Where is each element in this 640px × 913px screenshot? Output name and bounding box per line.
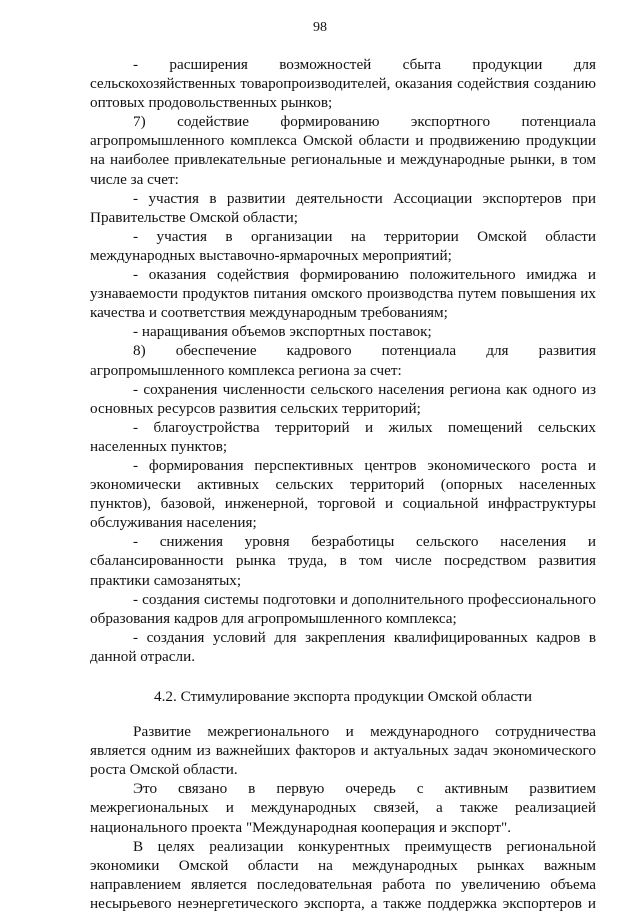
paragraph: - оказания содействия формированию положительного имиджа и узнаваемости продуктов питания омского производства путем повышения их качества и соответствия международным требованиям; [90, 266, 596, 322]
paragraph: - наращивания объемов экспортных поставок; [133, 323, 432, 341]
paragraph: - участия в организации на территории Омской области международных выставочно-ярмарочных мероприятий; [90, 227, 596, 264]
paragraph: - создания условий для закрепления квалифицированных кадров в данной отрасли. [90, 628, 596, 665]
paragraph: - формирования перспективных центров экономического роста и экономически активных сельских территорий (опорных населенных пунктов), базовой, инженерной, торговой и социальной инфраструктуры обслуживания населения; [90, 456, 596, 532]
document-body [90, 55, 596, 913]
section-heading: 4.2. Стимулирование экспорта продукции Омской области [154, 688, 532, 705]
paragraph: Развитие межрегионального и международного сотрудничества является одним из важнейших факторов и актуальных задач экономического роста Омской области. [90, 723, 596, 779]
paragraph: - снижения уровня безработицы сельского населения и сбалансированности рынка труда, в том числе посредством развития практики самозанятых; [90, 533, 596, 589]
paragraph: 8) обеспечение кадрового потенциала для развития агропромышленного комплекса региона за счет: [90, 342, 596, 379]
paragraph: - участия в развитии деятельности Ассоциации экспортеров при Правительстве Омской области; [90, 189, 596, 226]
paragraph: 7) содействие формированию экспортного потенциала агропромышленного комплекса Омской области и продвижению продукции на наиболее привлекательные региональные и международные рынки, в том числе за счет: [90, 113, 596, 188]
paragraph: - расширения возможностей сбыта продукции для сельскохозяйственных товаропроизводителей, оказания содействия созданию оптовых продовольственных рынков; [90, 56, 596, 112]
paragraph: - благоустройства территорий и жилых помещений сельских населенных пунктов; [90, 418, 596, 455]
paragraph: Это связано в первую очередь с активным развитием межрегиональных и международных связей, а также реализацией национального проекта "Международная кооперация и экспорт". [90, 780, 596, 836]
paragraph: - создания системы подготовки и дополнительного профессионального образования кадров для агропромышленного комплекса; [90, 590, 596, 627]
paragraph: В целях реализации конкурентных преимуществ региональной экономики Омской области на международных рынках важным направлением является последовательная работа по увеличению объема несырьевого неэнергетического экспорта, а также поддержка экспортеров и [90, 837, 596, 912]
page-number: 98 [313, 20, 327, 35]
paragraph: - сохранения численности сельского населения региона как одного из основных ресурсов развития сельских территорий; [90, 380, 596, 417]
